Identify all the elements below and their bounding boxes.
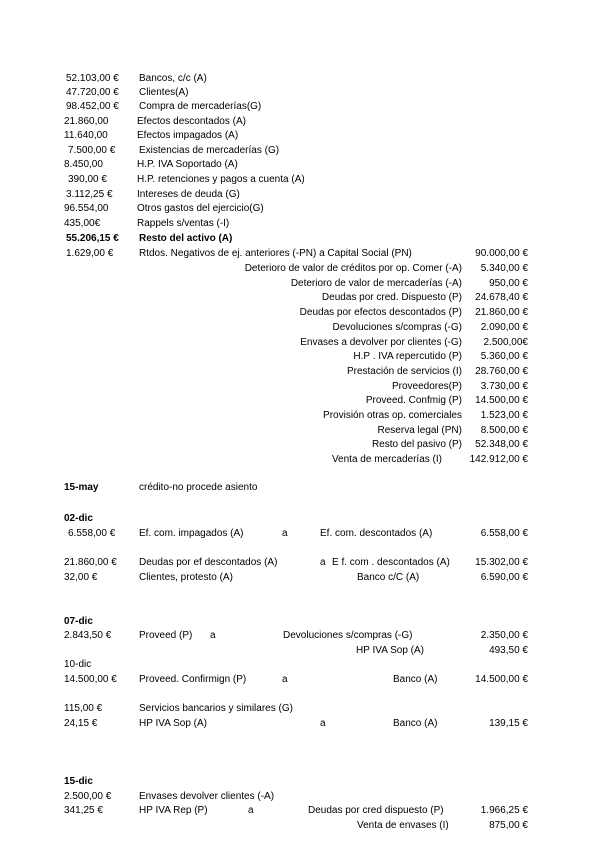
opening-amount: 55.206,15 € (66, 233, 119, 244)
debit-amount: 115,00 € (64, 703, 103, 714)
entry-date: 02-dic (64, 513, 93, 524)
opening-amount: 8.450,00 (64, 159, 103, 170)
opening-account: Rtdos. Negativos de ej. anteriores (-PN) a Capital Social (PN) (139, 248, 412, 259)
entry-date: 07-dic (64, 616, 93, 627)
debit-account: HP IVA Rep (P) (139, 805, 208, 816)
credit-amount: 139,15 € (489, 718, 528, 729)
to-marker: a (320, 557, 326, 568)
credit-account: Ef. com. descontados (A) (320, 528, 433, 539)
debit-account: Envases devolver clientes (-A) (139, 791, 275, 802)
to-marker: a (282, 674, 288, 685)
debit-account: HP IVA Sop (A) (139, 718, 207, 729)
debit-amount: 2.843,50 € (64, 630, 112, 641)
debit-account: Proveed (P) (139, 630, 193, 641)
debit-account: Ef. com. impagados (A) (139, 528, 244, 539)
debit-account: Proveed. Confirmign (P) (139, 674, 247, 685)
credit-account: Banco c/C (A) (357, 572, 420, 583)
to-marker: a (282, 528, 288, 539)
credit-account: Deterioro de valor de créditos por op. Comer (-A) (244, 263, 462, 274)
credit-account: Devoluciones s/compras (-G) (332, 322, 462, 333)
opening-account: H.P. IVA Soportado (A) (137, 159, 238, 170)
credit-account: Venta de mercaderías (I) (331, 454, 442, 465)
credit-account: Venta de envases (I) (357, 820, 449, 831)
credit-amount: 1.523,00 € (480, 410, 528, 421)
debit-amount: 14.500,00 € (64, 674, 117, 685)
credit-account: H.P . IVA repercutido (P) (353, 351, 462, 362)
credit-amount: 52.348,00 € (475, 439, 528, 450)
opening-amount: 98.452,00 € (66, 101, 119, 112)
credit-amount: 493,50 € (489, 645, 528, 656)
entry-date: 15-dic (64, 776, 93, 787)
opening-account: Efectos impagados (A) (137, 130, 239, 141)
credit-account: Prestación de servicios (I) (346, 366, 462, 377)
debit-account: Clientes, protesto (A) (139, 572, 233, 583)
credit-account: Proveedores(P) (391, 381, 462, 392)
credit-account: Resto del pasivo (P) (371, 439, 462, 450)
entry-date: 10-dic (64, 659, 92, 670)
credit-amount: 14.500,00 € (475, 395, 528, 406)
debit-amount: 2.500,00 € (64, 791, 112, 802)
opening-account: Bancos, c/c (A) (139, 73, 207, 84)
credit-amount: 950,00 € (489, 278, 528, 289)
credit-amount: 21.860,00 € (475, 307, 528, 318)
opening-account: Intereses de deuda (G) (137, 189, 240, 200)
opening-amount: 390,00 € (68, 174, 107, 185)
opening-amount: 96.554,00 (64, 203, 109, 214)
credit-amount: 28.760,00 € (475, 366, 528, 377)
credit-account: Deudas por cred dispuesto (P) (308, 805, 444, 816)
debit-amount: 32,00 € (64, 572, 98, 583)
credit-account: Reserva legal (PN) (377, 425, 462, 436)
credit-account: Banco (A) (393, 718, 438, 729)
opening-amount: 11.640,00 (64, 130, 108, 141)
debit-amount: 21.860,00 € (64, 557, 117, 568)
credit-amount: 2.350,00 € (480, 630, 528, 641)
credit-amount: 2.500,00€ (483, 337, 528, 348)
opening-account: Efectos descontados (A) (137, 116, 246, 127)
opening-amount: 21.860,00 (64, 116, 109, 127)
credit-amount: 6.558,00 € (480, 528, 528, 539)
to-marker: a (248, 805, 254, 816)
entry-note: crédito-no procede asiento (139, 482, 258, 493)
credit-amount: 6.590,00 € (480, 572, 528, 583)
credit-amount: 90.000,00 € (475, 248, 528, 259)
credit-account: Provisión otras op. comerciales (323, 410, 462, 421)
to-marker: a (210, 630, 216, 641)
opening-account: Clientes(A) (139, 87, 189, 98)
credit-amount: 14.500,00 € (475, 674, 528, 685)
debit-account: Deudas por ef descontados (A) (139, 557, 278, 568)
credit-amount: 24.678,40 € (475, 292, 528, 303)
credit-amount: 1.966,25 € (480, 805, 528, 816)
credit-account: E f. com . descontados (A) (332, 557, 450, 568)
opening-account: H.P. retenciones y pagos a cuenta (A) (137, 174, 305, 185)
to-marker: a (320, 718, 326, 729)
credit-amount: 15.302,00 € (475, 557, 528, 568)
credit-account: Envases a devolver por clientes (-G) (300, 337, 462, 348)
opening-account: Resto del activo (A) (139, 233, 233, 244)
credit-account: Deterioro de valor de mercaderías (-A) (290, 278, 462, 289)
opening-account: Existencias de mercaderías (G) (139, 145, 280, 156)
credit-account: Proveed. Confmig (P) (365, 395, 462, 406)
opening-amount: 7.500,00 € (68, 145, 116, 156)
credit-amount: 2.090,00 € (480, 322, 528, 333)
entry-date: 15-may (64, 482, 99, 493)
credit-amount: 142.912,00 € (469, 454, 528, 465)
opening-amount: 47.720,00 € (66, 87, 119, 98)
credit-account: Deudas por cred. Dispuesto (P) (321, 292, 462, 303)
opening-amount: 52.103,00 € (66, 73, 119, 84)
debit-amount: 24,15 € (64, 718, 98, 729)
credit-account: Deudas por efectos descontados (P) (299, 307, 462, 318)
debit-amount: 6.558,00 € (68, 528, 116, 539)
opening-amount: 1.629,00 € (66, 248, 114, 259)
opening-amount: 435,00€ (64, 218, 101, 229)
credit-account: HP IVA Sop (A) (356, 645, 424, 656)
credit-account: Banco (A) (393, 674, 438, 685)
opening-account: Compra de mercaderías(G) (139, 101, 262, 112)
opening-account: Rappels s/ventas (-I) (137, 218, 230, 229)
credit-amount: 875,00 € (489, 820, 528, 831)
credit-amount: 5.360,00 € (480, 351, 528, 362)
credit-amount: 3.730,00 € (480, 381, 528, 392)
credit-amount: 8.500,00 € (480, 425, 528, 436)
opening-account: Otros gastos del ejercicio(G) (137, 203, 264, 214)
credit-amount: 5.340,00 € (480, 263, 528, 274)
credit-account: Devoluciones s/compras (-G) (283, 630, 413, 641)
debit-account: Servicios bancarios y similares (G) (139, 703, 293, 714)
debit-amount: 341,25 € (64, 805, 103, 816)
opening-amount: 3.112,25 € (66, 189, 113, 200)
